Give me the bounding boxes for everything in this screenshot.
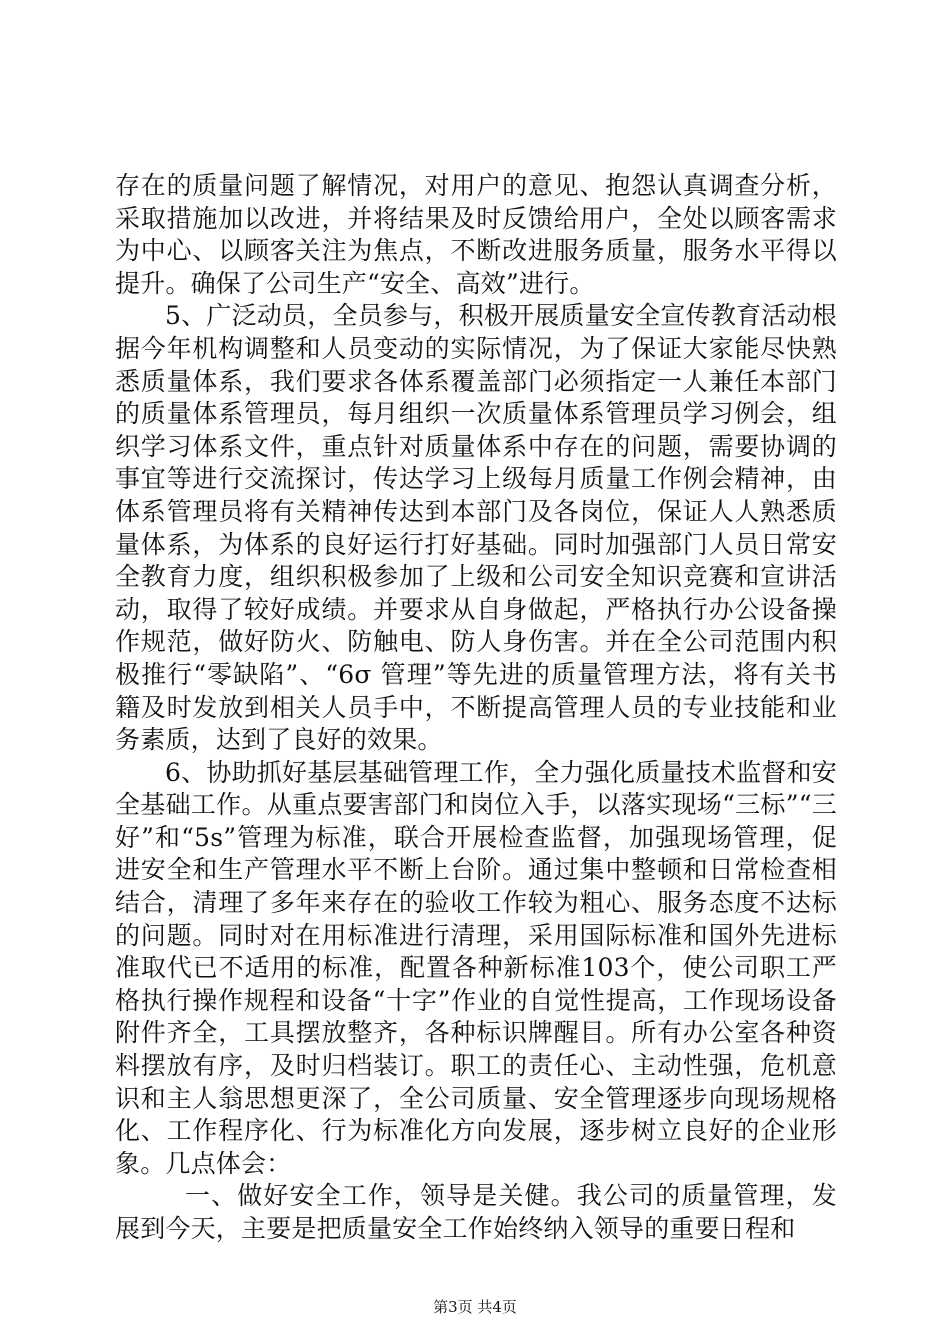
paragraph-item-6: 6、协助抓好基层基础管理工作，全力强化质量技术监督和安全基础工作。从重点要害部门和岗位入手，以落实现场“三标”“三好”和“5s”管理为标准，联合开展检查监督，加强现场管理，促进安全和生产管理水平不断上台阶。通过集中整顿和日常检查相结合，清理了多年来存在的验收工作较为粗心、服务态度不达标的问题。同时对在用标准进行清理，采用国际标准和国外先进标准取代已不适用的标准，配置各种新标准103个，使公司职工严格执行操作规程和设备“十字”作业的自觉性提高，工作现场设备附件齐全，工具摆放整齐，各种标识牌醒目。所有办公室各种资料摆放有序，及时归档装订。职工的责任心、主动性强，危机意识和主人翁思想更深了，全公司质量、安全管理逐步向现场规格化、工作程序化、行为标准化方向发展，逐步树立良好的企业形象。几点体会： [115, 757, 837, 1178]
document-body [115, 170, 837, 1246]
paragraph-continuation: 存在的质量问题了解情况，对用户的意见、抱怨认真调查分析，采取措施加以改进，并将结果及时反馈给用户，全处以顾客需求为中心、以顾客关注为焦点，不断改进服务质量，服务水平得以提升。确保了公司生产“安全、高效”进行。 [115, 171, 837, 298]
page-number-footer: 第3页 共4页 [433, 1298, 517, 1316]
paragraph-experience-1: 一、做好安全工作，领导是关健。我公司的质量管理，发展到今天，主要是把质量安全工作始终纳入领导的重要日程和 [115, 1181, 837, 1243]
paragraph-item-5: 5、广泛动员，全员参与，积极开展质量安全宣传教育活动根据今年机构调整和人员变动的实际情况，为了保证大家能尽快熟悉质量体系，我们要求各体系覆盖部门必须指定一人兼任本部门的质量体系管理员，每月组织一次质量体系管理员学习例会，组织学习体系文件，重点针对质量体系中存在的问题，需要协调的事宜等进行交流探讨，传达学习上级每月质量工作例会精神，由体系管理员将有关精神传达到本部门及各岗位，保证人人熟悉质量体系，为体系的良好运行打好基础。同时加强部门人员日常安全教育力度，组织积极参加了上级和公司安全知识竞赛和宣讲活动，取得了较好成绩。并要求从自身做起，严格执行办公设备操作规范，做好防火、防触电、防人身伤害。并在全公司范围内积极推行“零缺陷”、“6σ 管理”等先进的质量管理方法，将有关书籍及时发放到相关人员手中，不断提高管理人员的专业技能和业务素质，达到了良好的效果。 [115, 301, 837, 755]
